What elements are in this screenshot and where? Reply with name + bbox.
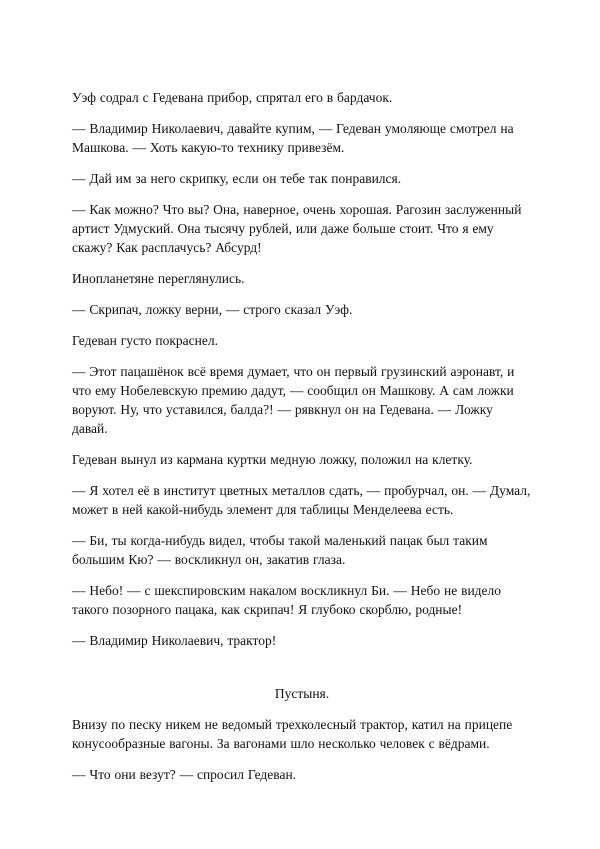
paragraph: — Как можно? Что вы? Она, наверное, очень хорошая. Рагозин заслуженный артист Удмуский. Она тысячу рублей, или даже больше стоит. Что я ему скажу? Как расплачусь? Абсурд! <box>72 202 522 255</box>
paragraph: — Владимир Николаевич, давайте купим, — Гедеван умоляюще смотрел на Машкова. — Хоть какую-то технику привезём. <box>72 121 514 155</box>
paragraph: — Что они везут? — спросил Гедеван. <box>72 767 297 782</box>
section-title: Пустыня. <box>274 686 330 701</box>
document-page <box>72 88 532 796</box>
section-spacer <box>72 662 532 684</box>
paragraph: — Владимир Николаевич, трактор! <box>72 633 277 648</box>
paragraph: — Этот пацашёнок всё время думает, что он первый грузинский аэронавт, и что ему Нобелевскую премию дадут, — сообщил он Машкову. А сам ложки воруют. Ну, что уставился, балда?! — рявкнул он на Гедевана. — Ложку давай. <box>72 364 515 436</box>
paragraph: Гедеван вынул из кармана куртки медную ложку, положил на клетку. <box>72 452 473 467</box>
paragraph: — Я хотел её в институт цветных металлов сдать, — пробурчал, он. — Думал, может в ней какой-нибудь элемент для таблицы Менделеева есть. <box>72 483 531 517</box>
paragraph: — Би, ты когда-нибудь видел, чтобы такой маленький пацак был таким большим Кю? — воскликнул он, закатив глаза. <box>72 533 488 567</box>
paragraph: Гедеван густо покраснел. <box>72 333 218 348</box>
paragraph: Уэф содрал с Гедевана прибор, спрятал его в бардачок. <box>72 90 393 105</box>
paragraph: — Небо! — с шекспировским накалом воскликнул Би. — Небо не видело такого позорного пацака, как скрипач! Я глубоко скорблю, родные! <box>72 583 502 617</box>
paragraph: Инопланетяне переглянулись. <box>72 271 245 286</box>
paragraph: — Скрипач, ложку верни, — строго сказал Уэф. <box>72 302 353 317</box>
paragraph: — Дай им за него скрипку, если он тебе так понравился. <box>72 171 402 186</box>
paragraph: Внизу по песку никем не ведомый трехколесный трактор, катил на прицепе конусообразные вагоны. За вагонами шло несколько человек с вёдрами. <box>72 717 513 751</box>
